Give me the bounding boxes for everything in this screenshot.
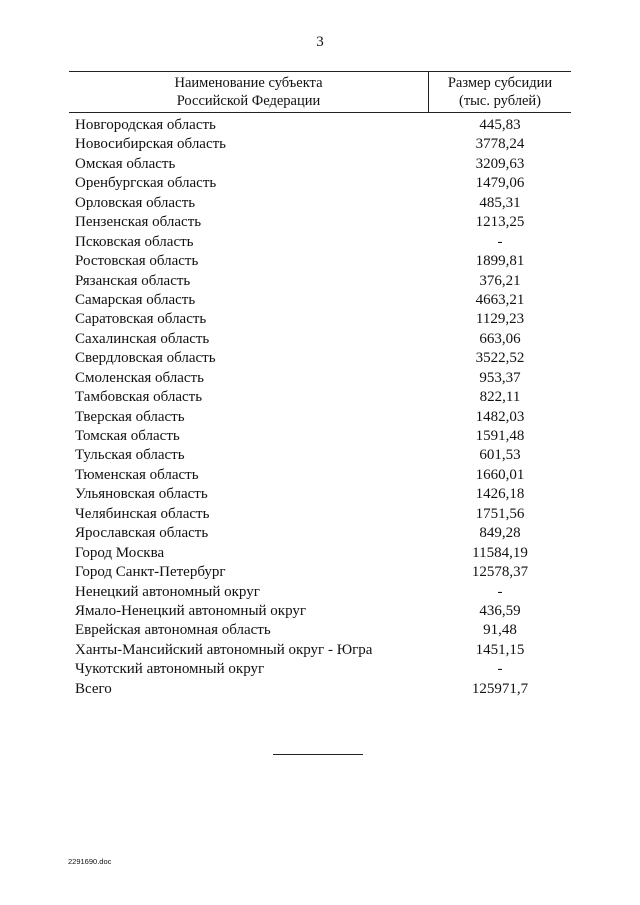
table-row [0, 408, 640, 427]
subsidy-value: 1426,18 [475, 486, 525, 503]
subsidy-value: 3522,52 [475, 350, 525, 367]
table-row [0, 602, 640, 621]
region-name: Ярославская область [75, 525, 209, 542]
table-row [0, 446, 640, 465]
region-name: Омская область [75, 155, 176, 172]
region-name: Ямало-Ненецкий автономный округ [75, 602, 307, 619]
subsidy-value: 445,83 [479, 117, 521, 133]
table-row [0, 252, 640, 271]
table-row [0, 466, 640, 485]
subsidy-value: - [497, 583, 503, 600]
region-name: Еврейская автономная область [75, 622, 271, 639]
subsidy-value: 1591,48 [475, 428, 525, 444]
table-row [0, 233, 640, 252]
table-row [0, 563, 640, 582]
region-name: Ненецкий автономный округ [75, 583, 260, 600]
subsidy-value: 3778,24 [475, 136, 525, 153]
table-row [0, 621, 640, 640]
region-name: Псковская область [75, 233, 194, 250]
region-name: Тульская область [75, 447, 185, 464]
table-row [0, 544, 640, 563]
subsidy-value: 1899,81 [475, 253, 525, 270]
subsidy-value: 849,28 [479, 525, 521, 542]
table-row [0, 505, 640, 524]
subsidy-value: 91,48 [483, 622, 517, 639]
region-name: Саратовская область [75, 311, 207, 328]
region-name: Ханты-Мансийский автономный округ - Югра [75, 641, 373, 658]
region-name: Новгородская область [75, 117, 216, 133]
region-name: Сахалинская область [75, 330, 210, 347]
table-row [0, 427, 640, 446]
table-row [0, 155, 640, 174]
subsidy-value: 1479,06 [475, 175, 525, 192]
column-header-line: Размер субсидии [447, 75, 553, 91]
subsidy-value: 1660,01 [475, 466, 525, 483]
region-name: Ростовская область [75, 253, 199, 270]
header-bottom-rule [69, 112, 571, 113]
region-name: Новосибирская область [75, 136, 227, 153]
subsidy-value: 1129,23 [475, 311, 525, 328]
subsidy-value: 11584,19 [472, 544, 528, 561]
end-of-document-rule [273, 754, 363, 755]
subsidy-value: - [497, 233, 503, 250]
subsidy-value: - [497, 661, 503, 678]
region-name: Свердловская область [75, 350, 216, 367]
table-row [0, 135, 640, 154]
subsidy-value: 125971,7 [471, 680, 529, 697]
region-name: Ульяновская область [75, 486, 208, 503]
region-name: Томская область [75, 428, 180, 444]
region-name: Смоленская область [75, 369, 204, 386]
column-header-line: Наименование субъекта [174, 75, 323, 91]
subsidy-value: 822,11 [479, 389, 521, 406]
table-row [0, 116, 640, 135]
column-header-line: Российской Федерации [176, 93, 321, 109]
table-row [0, 369, 640, 388]
region-name: Тамбовская область [75, 389, 203, 406]
subsidy-value: 1213,25 [475, 214, 525, 231]
subsidy-value: 4663,21 [475, 291, 525, 308]
table-row [0, 330, 640, 349]
subsidy-value: 376,21 [479, 272, 521, 289]
region-name: Чукотский автономный округ [75, 661, 265, 678]
subsidy-value: 1451,15 [475, 641, 525, 658]
table-row [0, 174, 640, 193]
region-name: Оренбургская область [75, 175, 217, 192]
region-name: Рязанская область [75, 272, 191, 289]
subsidy-value: 1751,56 [475, 505, 525, 522]
table-row [0, 680, 640, 699]
table-row [0, 194, 640, 213]
page-number: 3 [316, 34, 324, 50]
table-row [0, 485, 640, 504]
column-header-region-name [69, 74, 428, 110]
subsidy-value: 3209,63 [475, 155, 525, 172]
region-name: Пензенская область [75, 214, 202, 231]
table-row [0, 583, 640, 602]
subsidy-value: 601,53 [479, 447, 521, 464]
column-header-line: (тыс. рублей) [459, 93, 541, 109]
table-top-rule [69, 71, 571, 72]
region-name: Самарская область [75, 291, 196, 308]
subsidy-table-body [0, 116, 640, 699]
region-name: Челябинская область [75, 505, 210, 522]
region-name: Город Санкт-Петербург [75, 564, 226, 581]
table-row [0, 310, 640, 329]
region-name: Всего [75, 680, 112, 697]
table-row [0, 291, 640, 310]
table-row [0, 388, 640, 407]
region-name: Тюменская область [75, 466, 199, 483]
column-header-subsidy-size [429, 74, 571, 110]
subsidy-value: 436,59 [479, 602, 521, 619]
region-name: Тверская область [75, 408, 185, 425]
subsidy-value: 953,37 [479, 369, 521, 386]
table-row [0, 272, 640, 291]
subsidy-value: 485,31 [479, 194, 521, 211]
subsidy-value: 663,06 [479, 330, 521, 347]
region-name: Город Москва [75, 544, 165, 561]
table-row [0, 660, 640, 679]
table-row [0, 349, 640, 368]
subsidy-value: 1482,03 [475, 408, 525, 425]
region-name: Орловская область [75, 194, 196, 211]
table-row [0, 213, 640, 232]
table-row [0, 524, 640, 543]
document-filename: 2291690.doc [68, 857, 112, 866]
subsidy-value: 12578,37 [471, 564, 529, 581]
table-row [0, 641, 640, 660]
